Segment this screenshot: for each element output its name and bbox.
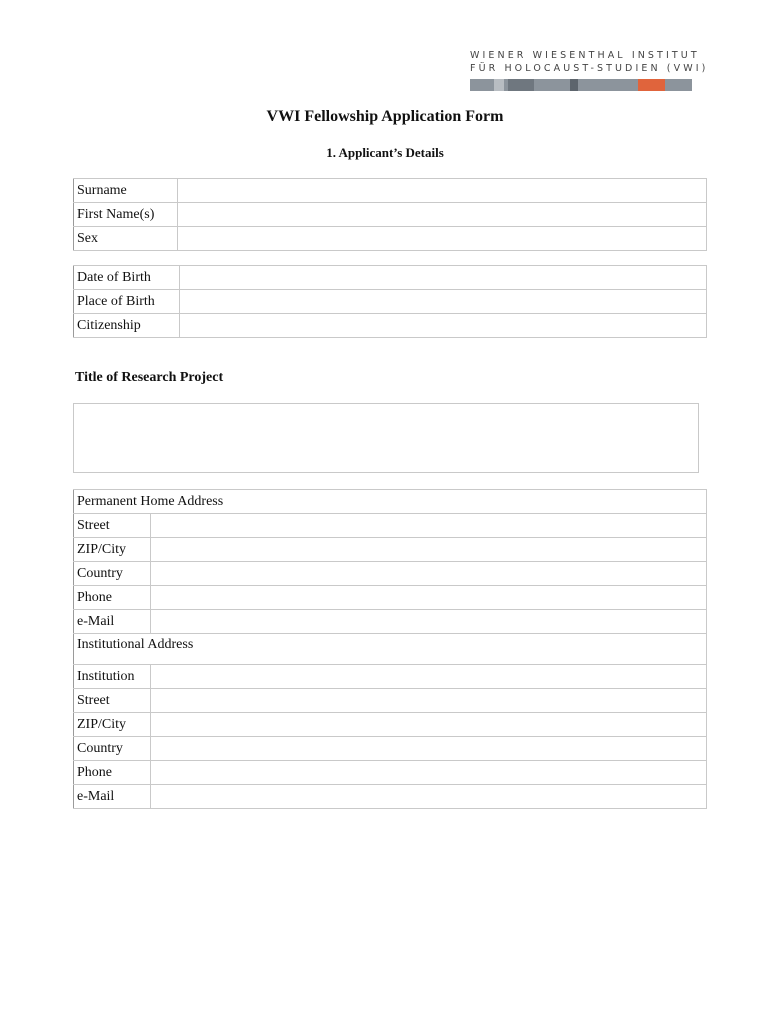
field-label: Institution [74, 665, 151, 689]
address-table [73, 489, 707, 809]
field-label: Country [74, 737, 151, 761]
field-label: Country [74, 562, 151, 586]
personal-details-table [73, 178, 707, 251]
table-row [74, 266, 707, 290]
logo-accent-block [638, 79, 665, 91]
field-label: First Name(s) [74, 203, 178, 227]
field-label: Street [74, 689, 151, 713]
logo-color-bar [470, 79, 692, 91]
field-label: Phone [74, 761, 151, 785]
research-title-input[interactable] [73, 403, 699, 473]
institutional-address-heading: Institutional Address [74, 634, 707, 665]
table-row [74, 785, 707, 809]
logo-line-2: FÜR HOLOCAUST-STUDIEN (VWI) [470, 63, 709, 74]
table-row [74, 761, 707, 785]
field-label: Citizenship [74, 314, 180, 338]
table-row [74, 227, 707, 251]
table-row [74, 179, 707, 203]
table-row [74, 713, 707, 737]
field-label: ZIP/City [74, 713, 151, 737]
field-label: Place of Birth [74, 290, 180, 314]
field-label: e-Mail [74, 610, 151, 634]
home-street-field[interactable] [151, 514, 707, 538]
institution-email-field[interactable] [151, 785, 707, 809]
field-label: Date of Birth [74, 266, 180, 290]
date-of-birth-field[interactable] [180, 266, 707, 290]
field-label: Phone [74, 586, 151, 610]
home-email-field[interactable] [151, 610, 707, 634]
sex-field[interactable] [178, 227, 707, 251]
institution-phone-field[interactable] [151, 761, 707, 785]
institution-zip-city-field[interactable] [151, 713, 707, 737]
place-of-birth-field[interactable] [180, 290, 707, 314]
vwi-logo [470, 49, 709, 91]
institution-street-field[interactable] [151, 689, 707, 713]
institution-country-field[interactable] [151, 737, 707, 761]
home-phone-field[interactable] [151, 586, 707, 610]
institution-field[interactable] [151, 665, 707, 689]
table-row [74, 586, 707, 610]
logo-line-1: WIENER WIESENTHAL INSTITUT [470, 50, 700, 61]
table-row [74, 737, 707, 761]
home-address-heading: Permanent Home Address [74, 490, 707, 514]
table-row [74, 314, 707, 338]
form-title: VWI Fellowship Application Form [266, 108, 504, 125]
first-name-field[interactable] [178, 203, 707, 227]
table-row [74, 290, 707, 314]
birth-details-table [73, 265, 707, 338]
table-row [74, 514, 707, 538]
field-label: Street [74, 514, 151, 538]
table-row [74, 203, 707, 227]
table-row [74, 490, 707, 514]
home-country-field[interactable] [151, 562, 707, 586]
table-row [74, 562, 707, 586]
table-row [74, 689, 707, 713]
table-row [74, 610, 707, 634]
section-heading: 1. Applicant’s Details [326, 145, 444, 160]
table-row [74, 665, 707, 689]
field-label: e-Mail [74, 785, 151, 809]
field-label: Sex [74, 227, 178, 251]
home-zip-city-field[interactable] [151, 538, 707, 562]
field-label: Surname [74, 179, 178, 203]
citizenship-field[interactable] [180, 314, 707, 338]
surname-field[interactable] [178, 179, 707, 203]
table-row [74, 538, 707, 562]
research-title-label: Title of Research Project [75, 370, 224, 385]
table-row [74, 634, 707, 665]
field-label: ZIP/City [74, 538, 151, 562]
